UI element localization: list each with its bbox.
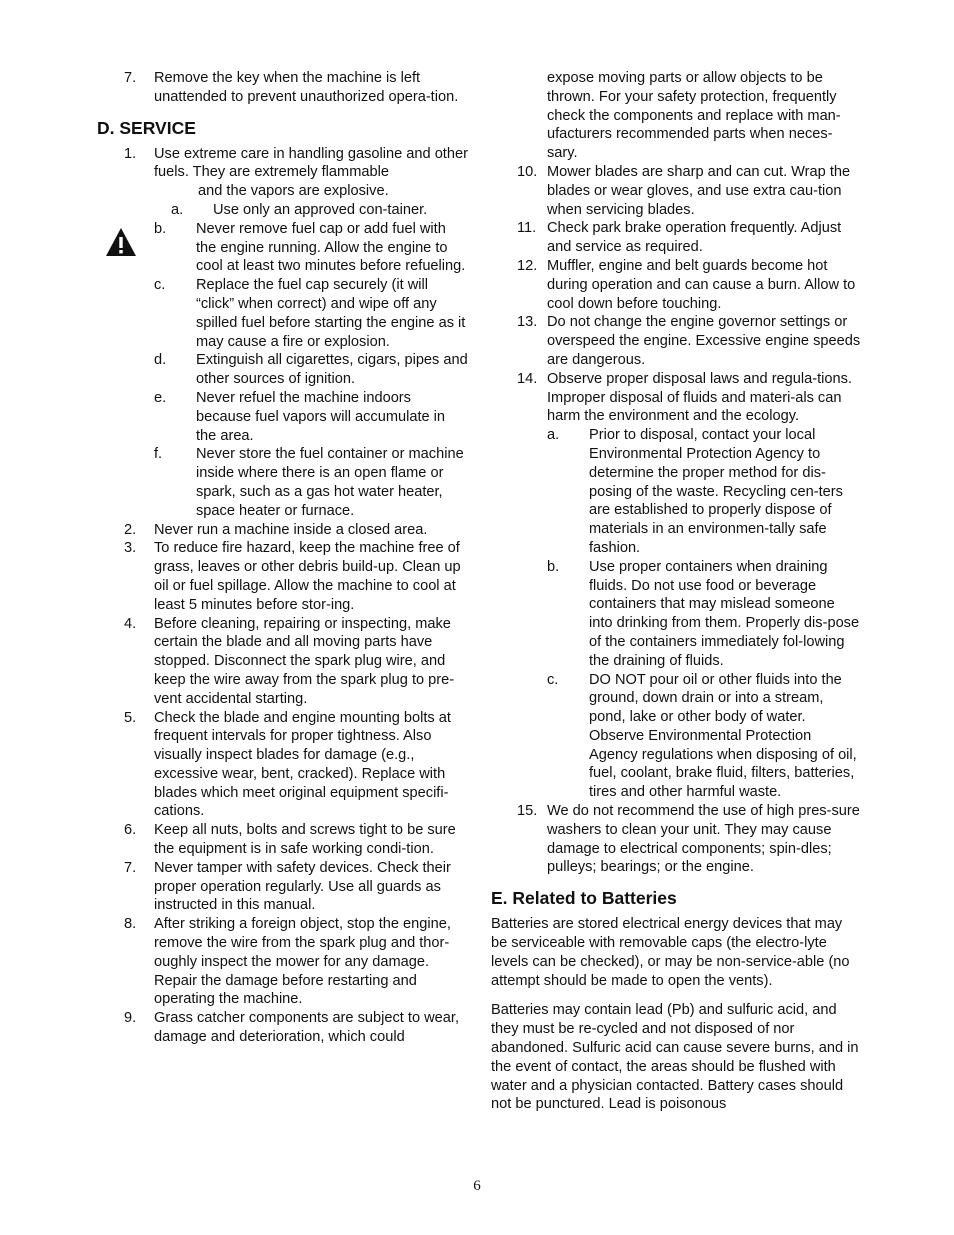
sub-item-text: Never store the fuel container or machine inside where there is an open flame or spark, such as a gas hot water heater, space heater or furnace. bbox=[196, 446, 464, 519]
list-item bbox=[491, 219, 861, 257]
sub-item bbox=[124, 220, 469, 276]
item-number: 6. bbox=[124, 822, 137, 839]
item-text: Remove the key when the machine is left unattended to prevent unauthorized opera-tion. bbox=[154, 70, 459, 105]
sub-item-letter: e. bbox=[154, 389, 167, 406]
item-number: 13. bbox=[517, 314, 538, 331]
sub-item-text: Prior to disposal, contact your local Environmental Protection Agency to determine the proper method for dis-posing of the waste. Recycling cen-ters are established to properly dispose of materials in an environmen-tally safe fashion. bbox=[589, 427, 843, 556]
list-item bbox=[124, 1009, 469, 1047]
list-item bbox=[491, 802, 861, 877]
item-text-continued: and the vapors are explosive. bbox=[198, 183, 389, 200]
list-item bbox=[491, 313, 861, 369]
item-text: Keep all nuts, bolts and screws tight to be sure the equipment is in safe working condi-tion. bbox=[154, 822, 456, 858]
sub-item-letter: a. bbox=[171, 201, 184, 218]
item-text: Before cleaning, repairing or inspecting, make certain the blade and all moving parts have stopped. Disconnect the spark plug wire, and keep the wire away from the spark plug to pre-vent accidental starting. bbox=[154, 615, 455, 707]
item-number: 10. bbox=[517, 163, 538, 180]
sub-item-letter: b. bbox=[154, 220, 167, 237]
item-text: Do not change the engine governor settings or overspeed the engine. Excessive engine speeds are dangerous. bbox=[547, 314, 861, 368]
sub-item bbox=[124, 201, 469, 220]
sub-item-letter: a. bbox=[547, 427, 560, 444]
sub-item bbox=[491, 426, 861, 558]
item-number: 7. bbox=[124, 859, 137, 876]
item-number: 7. bbox=[124, 70, 137, 86]
sub-item-letter: f. bbox=[154, 446, 163, 463]
sub-item-text: Never refuel the machine indoors because fuel vapors will accumulate in the area. bbox=[196, 389, 446, 444]
section-e-heading: E. Related to Batteries bbox=[491, 888, 677, 909]
item-number: 11. bbox=[517, 220, 537, 237]
list-item bbox=[124, 859, 469, 915]
list-item bbox=[491, 370, 861, 426]
list-item bbox=[124, 539, 469, 614]
list-item bbox=[491, 257, 861, 313]
item-number: 2. bbox=[124, 521, 137, 538]
item-number: 9. bbox=[124, 1010, 137, 1027]
sub-item-text: Never remove fuel cap or add fuel with the engine running. Allow the engine to cool at least two minutes before refueling. bbox=[196, 220, 466, 275]
item-text: To reduce fire hazard, keep the machine free of grass, leaves or other debris build-up. Clean up oil or fuel spillage. Allow the machine to cool at least 5 minutes before stor-ing. bbox=[154, 540, 461, 613]
sub-item-text: Extinguish all cigarettes, cigars, pipes and other sources of ignition. bbox=[196, 352, 468, 388]
item-text: We do not recommend the use of high pres-sure washers to clean your unit. They may cause damage to electrical components; spin-dles; pulleys; bearings; or the engine. bbox=[547, 803, 860, 876]
list-item bbox=[124, 821, 469, 859]
paragraph: Batteries may contain lead (Pb) and sulfuric acid, and they must be re-cycled and not disposed of nor abandoned. Sulfuric acid can cause severe burns, and in the event of contact, the areas should be flushed with water and a physician contacted. Battery cases should not be punctured. Lead is poisonous bbox=[491, 1002, 859, 1113]
item-number: 5. bbox=[124, 709, 137, 726]
sub-item-text: Use proper containers when draining fluids. Do not use food or beverage containers that may mislead someone into drinking from them. Properly dis-pose of the containers immediately fol-lowing the draining of fluids. bbox=[589, 558, 860, 669]
sub-item-text: DO NOT pour oil or other fluids into the ground, down drain or into a stream, pond, lake or other body of water. Observe Environmental Protection Agency regulations when disposing of oil, fuel, coolant, brake fluid, filters, batteries, tires and other harmful waste. bbox=[589, 671, 857, 801]
item-text: Check park brake operation frequently. Adjust and service as required. bbox=[547, 220, 842, 256]
list-item bbox=[124, 521, 469, 540]
item-number: 12. bbox=[517, 257, 538, 274]
item-number: 1. bbox=[124, 145, 137, 162]
section-d-heading: D. SERVICE bbox=[97, 117, 196, 138]
sub-item bbox=[124, 445, 469, 520]
sub-item-text: Replace the fuel cap securely (it will “click” when correct) and wipe off any spilled fuel before starting the engine as it may cause a fire or explosion. bbox=[196, 277, 466, 350]
sub-item bbox=[124, 276, 469, 351]
list-item bbox=[124, 915, 469, 1009]
item-text: Never tamper with safety devices. Check their proper operation regularly. Use all guards as instructed in this manual. bbox=[154, 859, 451, 914]
item-number: 14. bbox=[517, 370, 538, 387]
item-text: Never run a machine inside a closed area. bbox=[154, 521, 428, 538]
item-number: 8. bbox=[124, 916, 137, 933]
sub-item-letter: d. bbox=[154, 352, 167, 369]
sub-item bbox=[491, 671, 861, 803]
sub-item-letter: c. bbox=[547, 671, 559, 688]
list-item bbox=[124, 69, 469, 107]
sub-item bbox=[491, 558, 861, 671]
list-item bbox=[491, 163, 861, 219]
item-text: Observe proper disposal laws and regula-tions. Improper disposal of fluids and materi-als can harm the environment and the ecology. bbox=[547, 370, 853, 425]
sub-item bbox=[124, 351, 469, 389]
paragraph: Batteries are stored electrical energy devices that may be serviceable with removable caps (the electro-lyte levels can be checked), or may be non-service-able (no attempt should be made to open the vents). bbox=[491, 916, 850, 989]
item-text-continued: expose moving parts or allow objects to be thrown. For your safety protection, frequently check the components and replace with man-ufacturers recommended parts when neces-sary. bbox=[547, 70, 841, 162]
sub-item-text: Use only an approved con-tainer. bbox=[213, 201, 428, 218]
list-item bbox=[124, 615, 469, 709]
page-number: 6 bbox=[473, 1178, 481, 1194]
item-text: Grass catcher components are subject to wear, damage and deterioration, which could bbox=[154, 1010, 459, 1046]
item-text: Check the blade and engine mounting bolts at frequent intervals for proper tightness. Also visually inspect blades for damage (e.g., excessive wear, bent, cracked). Replace with blades which meet original equipment specifi-cations. bbox=[154, 709, 451, 820]
sub-item bbox=[124, 389, 469, 445]
list-item bbox=[124, 145, 469, 183]
sub-item-letter: c. bbox=[154, 277, 166, 294]
sub-item-letter: b. bbox=[547, 558, 560, 575]
item-number: 15. bbox=[517, 803, 538, 820]
item-text: Use extreme care in handling gasoline and other fuels. They are extremely flammable bbox=[154, 145, 468, 181]
right-column bbox=[491, 69, 861, 1125]
item-text: Muffler, engine and belt guards become hot during operation and can cause a burn. Allow to cool down before touching. bbox=[547, 257, 856, 312]
item-text: Mower blades are sharp and can cut. Wrap the blades or wear gloves, and use extra cau-tion when servicing blades. bbox=[547, 163, 851, 218]
left-column bbox=[97, 69, 469, 1047]
item-number: 3. bbox=[124, 540, 137, 557]
item-number: 4. bbox=[124, 615, 137, 632]
item-text: After striking a foreign object, stop the engine, remove the wire from the spark plug and thor-oughly inspect the mower for any damage. Repair the damage before restarting and operating the machine. bbox=[154, 916, 451, 1008]
list-item bbox=[124, 709, 469, 822]
